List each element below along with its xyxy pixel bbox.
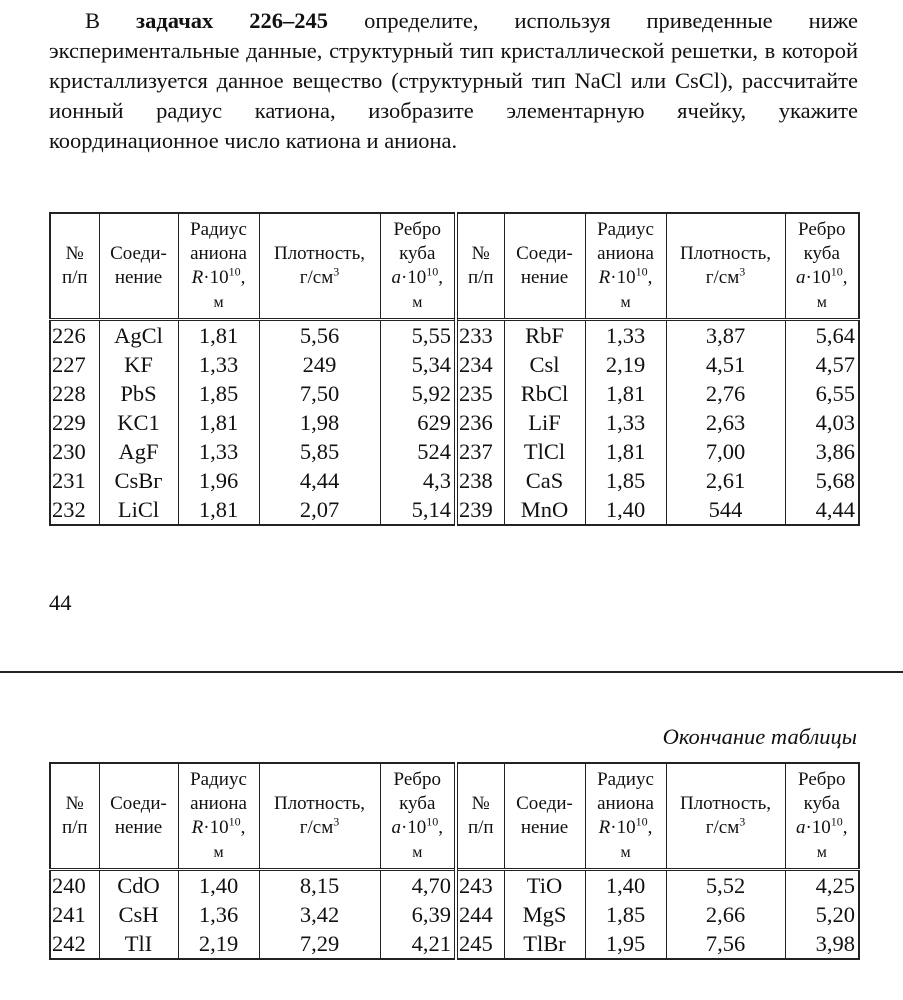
table-row <box>50 900 859 929</box>
task-paragraph <box>49 6 858 156</box>
compound-cell: RbF <box>504 320 585 351</box>
density-cell: 7,00 <box>666 437 785 466</box>
header-cube-edge: Ребро куба $a\cdot 10^{10}$, м <box>380 763 456 870</box>
row-number-cell: 240 <box>50 870 99 901</box>
density-cell: 3,87 <box>666 320 785 351</box>
header-cube-edge: Ребро куба $a\cdot 10^{10}$, м <box>380 213 456 320</box>
cube-edge-cell: 4,70 <box>380 870 456 901</box>
density-cell: 2,07 <box>259 495 380 525</box>
row-number-cell: 239 <box>456 495 504 525</box>
table-row <box>50 870 859 901</box>
data-table-continuation <box>49 762 860 960</box>
anion-radius-cell: 1,33 <box>178 350 259 379</box>
row-number-cell: 237 <box>456 437 504 466</box>
compound-cell: LiCl <box>99 495 178 525</box>
compound-cell: TiO <box>504 870 585 901</box>
header-number: № п/п <box>50 763 99 870</box>
compound-cell: MgS <box>504 900 585 929</box>
row-number-cell: 245 <box>456 929 504 959</box>
density-cell: 2,61 <box>666 466 785 495</box>
compound-cell: MnO <box>504 495 585 525</box>
anion-radius-cell: 1,81 <box>585 437 666 466</box>
header-cube-edge: Ребро куба $a\cdot 10^{10}$, м <box>785 763 859 870</box>
anion-radius-cell: 1,40 <box>178 870 259 901</box>
density-cell: 8,15 <box>259 870 380 901</box>
cube-edge-cell: 4,3 <box>380 466 456 495</box>
table-header-row <box>50 213 859 320</box>
header-number: № п/п <box>456 763 504 870</box>
density-cell: 5,85 <box>259 437 380 466</box>
density-cell: 7,56 <box>666 929 785 959</box>
table-row <box>50 408 859 437</box>
density-cell: 3,42 <box>259 900 380 929</box>
compound-cell: TlBr <box>504 929 585 959</box>
row-number-cell: 236 <box>456 408 504 437</box>
header-number: № п/п <box>456 213 504 320</box>
row-number-cell: 229 <box>50 408 99 437</box>
row-number-cell: 234 <box>456 350 504 379</box>
anion-radius-cell: 1,33 <box>585 320 666 351</box>
compound-cell: AgF <box>99 437 178 466</box>
density-cell: 1,98 <box>259 408 380 437</box>
row-number-cell: 227 <box>50 350 99 379</box>
cube-edge-cell: 3,98 <box>785 929 859 959</box>
cube-edge-cell: 5,20 <box>785 900 859 929</box>
table-row <box>50 350 859 379</box>
row-number-cell: 241 <box>50 900 99 929</box>
row-number-cell: 233 <box>456 320 504 351</box>
compound-cell: LiF <box>504 408 585 437</box>
header-number: № п/п <box>50 213 99 320</box>
row-number-cell: 238 <box>456 466 504 495</box>
anion-radius-cell: 1,81 <box>178 320 259 351</box>
compound-cell: KC1 <box>99 408 178 437</box>
table-row <box>50 495 859 525</box>
density-cell: 5,56 <box>259 320 380 351</box>
compound-cell: RbCl <box>504 379 585 408</box>
anion-radius-cell: 1,81 <box>178 408 259 437</box>
density-cell: 4,44 <box>259 466 380 495</box>
header-density: Плотность, $г/см^3$ <box>666 213 785 320</box>
anion-radius-cell: 1,33 <box>585 408 666 437</box>
row-number-cell: 230 <box>50 437 99 466</box>
row-number-cell: 243 <box>456 870 504 901</box>
cube-edge-cell: 5,34 <box>380 350 456 379</box>
anion-radius-cell: 1,33 <box>178 437 259 466</box>
cube-edge-cell: 5,14 <box>380 495 456 525</box>
table-header-row <box>50 763 859 870</box>
para-prefix: В <box>85 8 137 33</box>
table-row <box>50 320 859 351</box>
cube-edge-cell: 4,21 <box>380 929 456 959</box>
header-compound: Соеди- нение <box>99 763 178 870</box>
header-compound: Соеди- нение <box>504 763 585 870</box>
density-cell: 544 <box>666 495 785 525</box>
header-cube-edge: Ребро куба $a\cdot 10^{10}$, м <box>785 213 859 320</box>
compound-cell: KF <box>99 350 178 379</box>
row-number-cell: 232 <box>50 495 99 525</box>
header-anion-radius: Радиус аниона $R\cdot 10^{10}$, м <box>178 213 259 320</box>
compound-cell: Csl <box>504 350 585 379</box>
density-cell: 7,29 <box>259 929 380 959</box>
density-cell: 7,50 <box>259 379 380 408</box>
anion-radius-cell: 2,19 <box>585 350 666 379</box>
page-number: 44 <box>49 590 72 615</box>
cube-edge-cell: 3,86 <box>785 437 859 466</box>
cube-edge-cell: 4,03 <box>785 408 859 437</box>
row-number-cell: 231 <box>50 466 99 495</box>
row-number-cell: 242 <box>50 929 99 959</box>
anion-radius-cell: 1,81 <box>585 379 666 408</box>
density-cell: 2,63 <box>666 408 785 437</box>
cube-edge-cell: 6,39 <box>380 900 456 929</box>
compound-cell: CdO <box>99 870 178 901</box>
compound-cell: TlCl <box>504 437 585 466</box>
anion-radius-cell: 1,85 <box>178 379 259 408</box>
header-density: Плотность, $г/см^3$ <box>259 213 380 320</box>
header-compound: Соеди- нение <box>504 213 585 320</box>
cube-edge-cell: 4,25 <box>785 870 859 901</box>
row-number-cell: 228 <box>50 379 99 408</box>
row-number-cell: 244 <box>456 900 504 929</box>
anion-radius-cell: 1,85 <box>585 900 666 929</box>
table-row <box>50 437 859 466</box>
density-cell: 2,66 <box>666 900 785 929</box>
header-anion-radius: Радиус аниона $R\cdot 10^{10}$, м <box>585 213 666 320</box>
header-density: Плотность, $г/см^3$ <box>259 763 380 870</box>
data-table-main <box>49 212 860 526</box>
cube-edge-cell: 5,68 <box>785 466 859 495</box>
row-number-cell: 226 <box>50 320 99 351</box>
page-divider <box>0 671 903 673</box>
density-cell: 5,52 <box>666 870 785 901</box>
compound-cell: CaS <box>504 466 585 495</box>
cube-edge-cell: 5,55 <box>380 320 456 351</box>
compound-cell: PbS <box>99 379 178 408</box>
compound-cell: CsBг <box>99 466 178 495</box>
anion-radius-cell: 1,36 <box>178 900 259 929</box>
table-row <box>50 379 859 408</box>
header-density: Плотность, $г/см^3$ <box>666 763 785 870</box>
compound-cell: AgCl <box>99 320 178 351</box>
header-anion-radius: Радиус аниона $R\cdot 10^{10}$, м <box>585 763 666 870</box>
header-anion-radius: Радиус аниона $R\cdot 10^{10}$, м <box>178 763 259 870</box>
para-text: определите, используя приведенные ниже экспериментальные данные, структурный тип кристаллической решетки, в которой кристаллизуется данное вещество (структурный тип NaCl или CsCl), рассчитайте ионный радиус катиона, изобразите элементарную ячейку, укажите координационное число катиона и аниона. <box>49 8 858 153</box>
anion-radius-cell: 1,40 <box>585 870 666 901</box>
compound-cell: CsH <box>99 900 178 929</box>
cube-edge-cell: 629 <box>380 408 456 437</box>
cube-edge-cell: 4,44 <box>785 495 859 525</box>
density-cell: 249 <box>259 350 380 379</box>
cube-edge-cell: 6,55 <box>785 379 859 408</box>
table-row <box>50 466 859 495</box>
cube-edge-cell: 524 <box>380 437 456 466</box>
header-compound: Соеди- нение <box>99 213 178 320</box>
anion-radius-cell: 1,81 <box>178 495 259 525</box>
compound-cell: TlI <box>99 929 178 959</box>
row-number-cell: 235 <box>456 379 504 408</box>
cube-edge-cell: 4,57 <box>785 350 859 379</box>
anion-radius-cell: 2,19 <box>178 929 259 959</box>
anion-radius-cell: 1,40 <box>585 495 666 525</box>
anion-radius-cell: 1,96 <box>178 466 259 495</box>
density-cell: 4,51 <box>666 350 785 379</box>
cube-edge-cell: 5,92 <box>380 379 456 408</box>
anion-radius-cell: 1,95 <box>585 929 666 959</box>
cube-edge-cell: 5,64 <box>785 320 859 351</box>
task-range: задачах 226–245 <box>136 8 329 33</box>
table-row <box>50 929 859 959</box>
anion-radius-cell: 1,85 <box>585 466 666 495</box>
table-continuation-label: Окончание таблицы <box>662 724 857 749</box>
density-cell: 2,76 <box>666 379 785 408</box>
